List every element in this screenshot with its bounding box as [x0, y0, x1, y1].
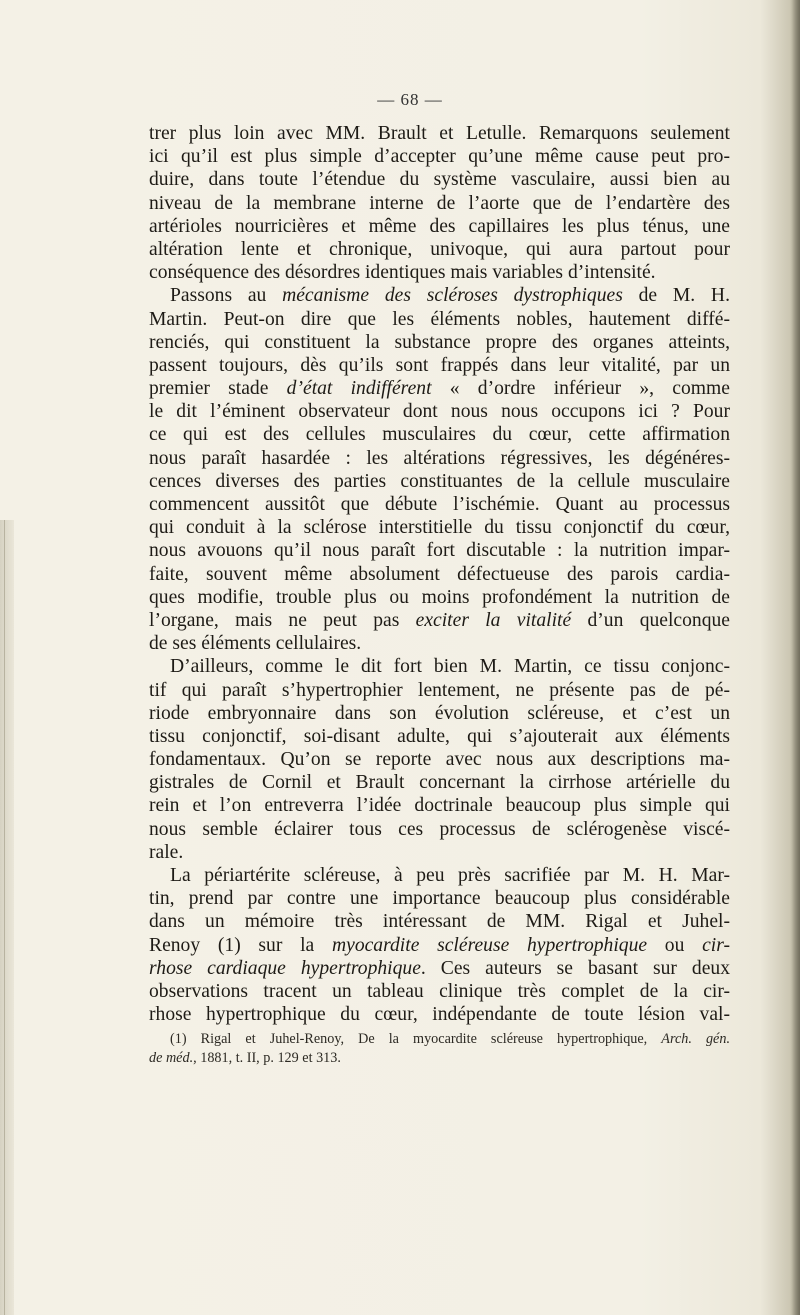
- text-line: Martin. Peut-on dire que les éléments nobles, hautement diffé-: [149, 308, 730, 330]
- page-edge-line: [4, 520, 5, 1315]
- text-line: dans un mémoire très intéressant de MM. Rigal et Juhel-: [149, 911, 730, 933]
- text-segment: Passons au: [170, 285, 283, 307]
- body-text: [149, 122, 730, 1026]
- text-line: niveau de la membrane interne de l’aorte que de l’endartère des: [149, 192, 730, 214]
- italic-segment: exciter la vitalité: [415, 609, 572, 631]
- footnote-line: [149, 1049, 730, 1068]
- text-line: commencent aussitôt que débute l’ischémie. Quant au processus: [149, 494, 730, 515]
- italic-segment: de méd.: [149, 1050, 194, 1066]
- text-line: fondamentaux. Qu’on se reporte avec nous aux descriptions ma-: [149, 749, 730, 771]
- text-line: rein et l’on entreverra l’idée doctrinale beaucoup plus simple qui: [149, 795, 730, 817]
- italic-segment: Arch. gén.: [661, 1031, 730, 1047]
- text-line: tin, prend par contre une importance beaucoup plus considérable: [149, 888, 730, 910]
- text-segment: premier stade: [149, 378, 287, 400]
- text-line: gistrales de Cornil et Brault concernant la cirrhose artérielle du: [149, 772, 730, 794]
- text-segment: de M. H.: [622, 285, 730, 307]
- italic-segment: d’état indifférent: [286, 378, 432, 400]
- text-line: D’ailleurs, comme le dit fort bien M. Martin, ce tissu conjonc-: [170, 656, 730, 678]
- text-line: rhose hypertrophique du cœur, indépendante de toute lésion val-: [149, 1004, 730, 1026]
- text-line: faite, souvent même absolument défectueuse des parois cardia-: [149, 563, 730, 585]
- text-line: duire, dans toute l’étendue du système vasculaire, aussi bien au: [149, 169, 730, 191]
- text-line: observations tracent un tableau clinique très complet de la cir-: [149, 980, 730, 1002]
- text-line: nous paraît hasardée : les altérations régressives, les dégénéres-: [149, 447, 730, 469]
- text-line: [149, 957, 730, 980]
- text-line: altération lente et chronique, univoque, qui aura partout pour: [149, 238, 730, 260]
- text-segment: , 1881, t. II, p. 129 et 313.: [193, 1050, 341, 1066]
- italic-segment: myocardite scléreuse hypertrophique: [331, 934, 648, 956]
- text-line: [149, 934, 730, 957]
- italic-segment: mécanisme des scléroses dystrophiques: [282, 285, 623, 307]
- page-number: — 68 —: [377, 90, 443, 109]
- text-line: ques modifie, trouble plus ou moins profondément la nutrition de: [149, 586, 730, 608]
- text-line: qui conduit à la sclérose interstitielle du tissu conjonctif du cœur,: [149, 517, 730, 539]
- italic-segment: cir-: [702, 934, 731, 956]
- text-segment: d’un quelconque: [571, 609, 731, 631]
- text-segment: . Ces auteurs se basant sur deux: [420, 957, 730, 979]
- page-shadow-right: [790, 0, 800, 1315]
- text-line: ce qui est des cellules musculaires du cœur, cette affirmation: [149, 424, 730, 446]
- text-line: [149, 284, 730, 307]
- text-line: passent toujours, dès qu’ils sont frappés dans leur vitalité, par un: [149, 354, 730, 376]
- text-line: [149, 609, 730, 632]
- text-segment: (1) Rigal et Juhel-Renoy, De la myocardite scléreuse hypertrophique,: [170, 1031, 662, 1047]
- text-line: La périartérite scléreuse, à peu près sacrifiée par M. H. Mar-: [170, 865, 730, 886]
- text-line: cences diverses des parties constituantes de la cellule musculaire: [149, 470, 730, 492]
- text-line: nous semble éclairer tous ces processus de sclérogenèse viscé-: [149, 818, 730, 840]
- text-segment: Renoy (1) sur la: [149, 934, 332, 956]
- italic-segment: rhose cardiaque hypertrophique: [149, 957, 421, 979]
- footnote: [149, 1030, 730, 1068]
- text-line: tissu conjonctif, soi-disant adulte, qui s’ajouterait aux éléments: [149, 725, 730, 747]
- text-line: conséquence des désordres identiques mais variables d’intensité.: [149, 262, 656, 284]
- text-segment: ou: [647, 934, 703, 956]
- text-line: artérioles nourricières et même des capillaires les plus ténus, une: [149, 215, 730, 237]
- text-line: renciés, qui constituent la substance propre des organes atteints,: [149, 331, 730, 353]
- page-edge-left: [0, 520, 14, 1315]
- footnote-line: [149, 1030, 730, 1049]
- text-line: riode embryonnaire dans son évolution scléreuse, et c’est un: [149, 702, 730, 724]
- text-line: rale.: [149, 841, 184, 863]
- text-line: le dit l’éminent observateur dont nous nous occupons ici ? Pour: [149, 401, 730, 423]
- text-line: ici qu’il est plus simple d’accepter qu’une même cause peut pro-: [149, 146, 730, 168]
- text-line: trer plus loin avec MM. Brault et Letulle. Remarquons seulement: [149, 123, 730, 144]
- text-segment: l’organe, mais ne peut pas: [149, 609, 416, 631]
- text-line: de ses éléments cellulaires.: [149, 633, 362, 655]
- text-line: nous avouons qu’il nous paraît fort discutable : la nutrition impar-: [149, 540, 730, 562]
- text-line: [149, 377, 730, 400]
- text-line: tif qui paraît s’hypertrophier lentement, ne présente pas de pé-: [149, 679, 730, 701]
- text-segment: « d’ordre inférieur », comme: [431, 378, 730, 400]
